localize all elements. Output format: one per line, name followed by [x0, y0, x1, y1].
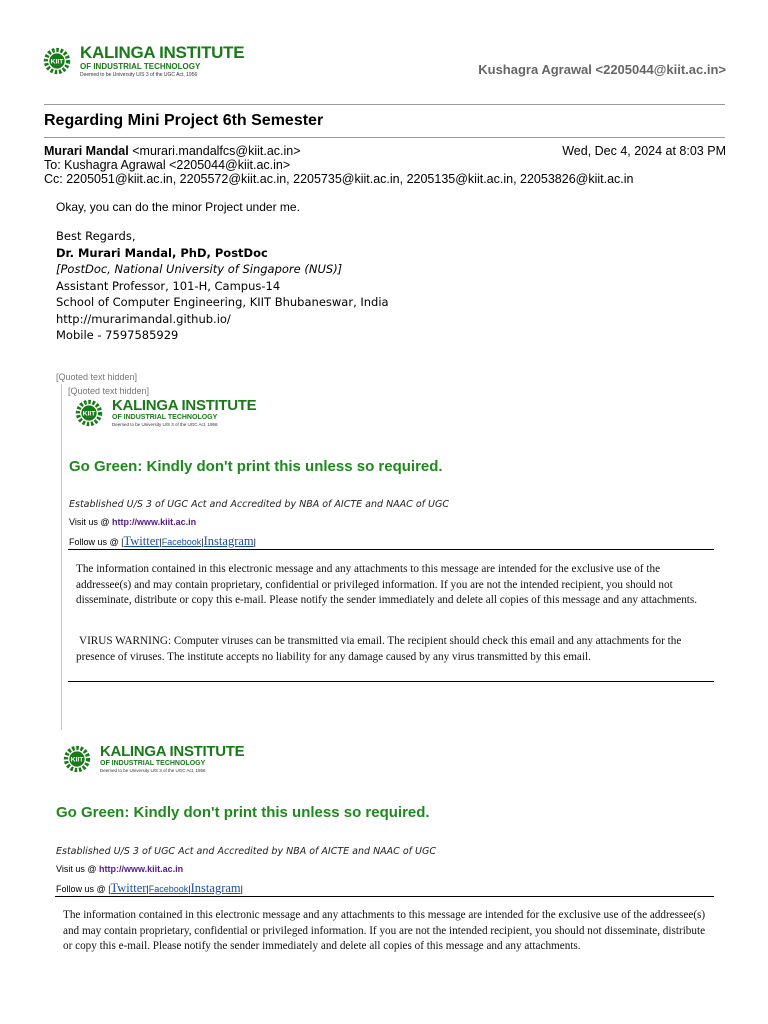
sig-mobile: Mobile - 7597585929 [56, 328, 179, 342]
footer-rule-bottom [68, 681, 714, 682]
follow-line-2: Follow us @ |Twitter|Facebook|Instagram| [56, 881, 243, 895]
sender-email[interactable]: <murari.mandalfcs@kiit.ac.in> [132, 144, 301, 158]
account-label: Kushagra Agrawal <2205044@kiit.ac.in> [478, 62, 726, 77]
svg-text:KIIT: KIIT [50, 58, 64, 66]
established-line-2: Established U/S 3 of UGC Act and Accredited by NBA of AICTE and NAAC of UGC [56, 846, 436, 857]
virus-warning: VIRUS WARNING: Computer viruses can be transmitted via email. The recipient should check this email and any attachments for the presence of viruses. The institute accepts no liability for any damage caused by any virus transmitted by this email. [76, 635, 682, 663]
sig-school: School of Computer Engineering, KIIT Bhubaneswar, India [56, 295, 389, 309]
kiit-emblem-icon [40, 44, 74, 78]
footer-rule [68, 549, 714, 550]
sig-regards: Best Regards, [56, 229, 136, 243]
disclaimer-2: The information contained in this electronic message and any attachments to this message are intended for the exclusive use of the addressee(s) and may contain proprietary, confidential or privileged information. If you are not the intended recipient, you should not disseminate, distribute or copy this e-mail. Please notify the sender immediately and delete all copies of this message and any attachments. [63, 909, 706, 952]
to-line: To: Kushagra Agrawal <2205044@kiit.ac.in> [44, 158, 291, 172]
sig-website[interactable]: http://murarimandal.github.io/ [56, 311, 231, 326]
quoted-text-toggle[interactable]: [Quoted text hidden] [56, 372, 138, 382]
kiit-emblem-icon [60, 742, 94, 776]
follow-line: Follow us @ |Twitter|Facebook|Instagram| [69, 534, 256, 548]
logo-tagline: Deemed to be University U/S 3 of the UGC Act, 1956 [80, 72, 198, 78]
email-subject: Regarding Mini Project 6th Semester [44, 112, 324, 129]
instagram-link[interactable]: Instagram [203, 534, 254, 548]
email-body: Okay, you can do the minor Project under me. [56, 200, 300, 214]
sig-name: Dr. Murari Mandal, PhD, PostDoc [56, 245, 268, 260]
facebook-link[interactable]: Facebook [161, 537, 202, 547]
twitter-link[interactable]: Twitter [123, 534, 160, 548]
kiit-logo-footer-1: KIIT KALINGA INSTITUTE OF INDUSTRIAL TECHNOLOGY Deemed to be University U/S 3 of the UGC Act, 1956 [72, 396, 256, 430]
logo-sub: OF INDUSTRIAL TECHNOLOGY [80, 62, 201, 71]
subject-divider [44, 137, 725, 138]
gogreen-notice: Go Green: Kindly don't print this unless so required. [69, 458, 443, 475]
logo-name: KALINGA INSTITUTE [80, 43, 245, 62]
instagram-link-2[interactable]: Instagram [190, 881, 241, 895]
quoted-text-toggle-2[interactable]: [Quoted text hidden] [68, 386, 150, 396]
kiit-logo [40, 44, 244, 78]
sender-name: Murari Mandal [44, 144, 129, 158]
facebook-link-2[interactable]: Facebook [148, 884, 189, 894]
quote-bar [61, 384, 62, 730]
email-date: Wed, Dec 4, 2024 at 8:03 PM [562, 144, 726, 158]
svg-text:KIIT: KIIT [70, 756, 84, 764]
established-line: Established U/S 3 of UGC Act and Accredited by NBA of AICTE and NAAC of UGC [69, 499, 449, 510]
kiit-website-link[interactable]: http://www.kiit.ac.in [111, 517, 197, 527]
header-divider [44, 104, 725, 105]
cc-line: Cc: 2205051@kiit.ac.in, 2205572@kiit.ac.in, 2205735@kiit.ac.in, 2205135@kiit.ac.in, 22053826@kiit.ac.in [44, 172, 634, 186]
from-line [44, 144, 301, 158]
signature [56, 228, 389, 344]
visit-line-2: Visit us @ http://www.kiit.ac.in [56, 864, 184, 874]
kiit-logo-footer-2: KIIT KALINGA INSTITUTE OF INDUSTRIAL TECHNOLOGY Deemed to be University U/S 3 of the UGC Act, 1956 [60, 742, 244, 776]
gogreen-notice-2: Go Green: Kindly don't print this unless so required. [56, 804, 430, 821]
kiit-website-link-2[interactable]: http://www.kiit.ac.in [98, 864, 184, 874]
sig-postdoc: [PostDoc, National University of Singapore (NUS)] [56, 262, 343, 276]
visit-line: Visit us @ http://www.kiit.ac.in [69, 517, 197, 527]
twitter-link-2[interactable]: Twitter [110, 881, 147, 895]
disclaimer: The information contained in this electronic message and any attachments to this message are intended for the exclusive use of the addressee(s) and may contain proprietary, confidential or privileged information. If you are not the intended recipient, you should not disseminate, distribute or copy this e-mail. Please notify the sender immediately and delete all copies of this message and any attachments. [76, 563, 698, 606]
sig-position: Assistant Professor, 101-H, Campus-14 [56, 278, 281, 293]
footer-rule-2 [55, 896, 714, 897]
svg-text:KIIT: KIIT [82, 410, 96, 418]
kiit-emblem-icon [72, 396, 106, 430]
